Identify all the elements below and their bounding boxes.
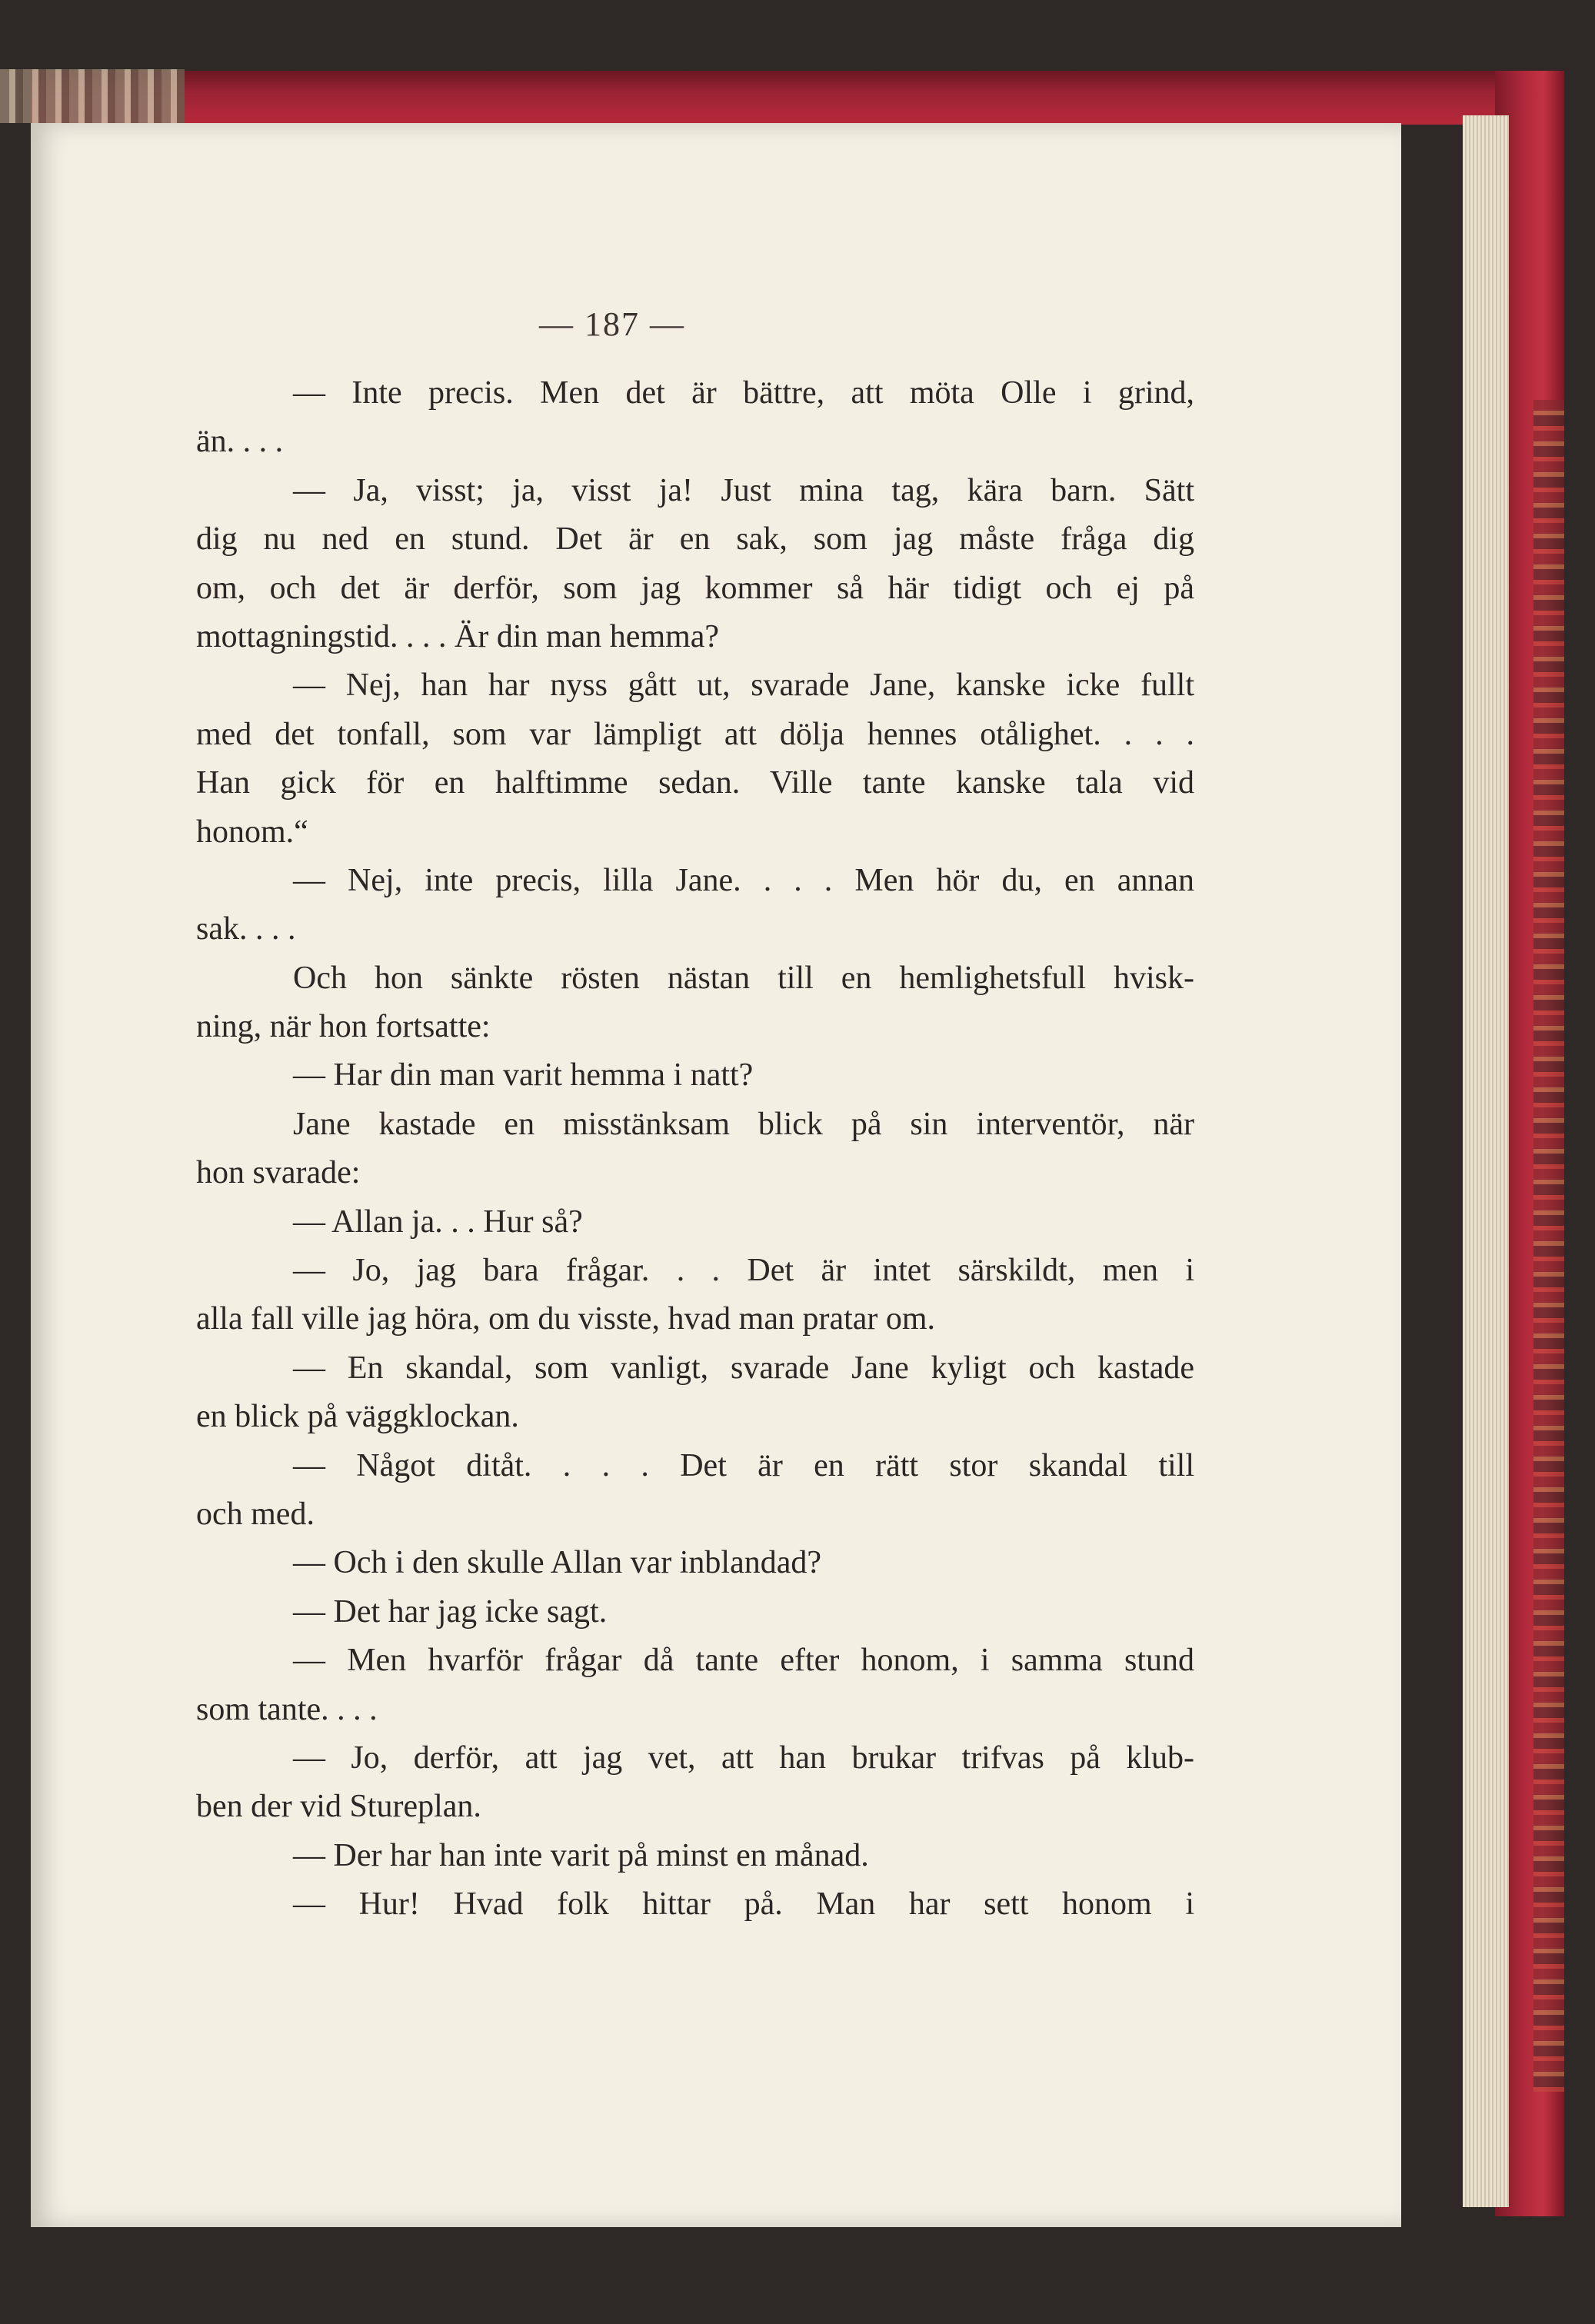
text-line: — Och i den skulle Allan var inblandad? [293, 1545, 821, 1581]
text-line: ning, när hon fortsatte: [196, 1009, 491, 1045]
text-line: honom.“ [196, 814, 308, 850]
text-line: Han gick för en halftimme sedan. Ville tante kanske tala vid [196, 765, 1194, 801]
text-line: — Hur! Hvad folk hittar på. Man har sett honom i [293, 1886, 1194, 1923]
text-line: — Der har han inte varit på minst en månad. [293, 1837, 869, 1873]
text-line: ben der vid Stureplan. [196, 1789, 481, 1825]
marbled-edge-right [1533, 400, 1564, 2092]
text-line: — Jo, derför, att jag vet, att han brukar trifvas på klub- [293, 1740, 1194, 1776]
text-line: — Något ditåt. . . . Det är en rätt stor skandal till [293, 1447, 1194, 1483]
text-line: — Men hvarför frågar då tante efter honom, i samma stund [293, 1643, 1194, 1679]
text-line: — Nej, han har nyss gått ut, svarade Jane, kanske icke fullt [293, 668, 1194, 704]
text-line: mottagningstid. . . . Är din man hemma? [196, 618, 720, 654]
book-cover-top-edge [31, 71, 1515, 125]
text-line: Jane kastade en misstänksam blick på sin interventör, när [293, 1106, 1194, 1142]
text-line: sak. . . . [196, 911, 296, 947]
text-line: hon svarade: [196, 1155, 361, 1191]
body-text [196, 369, 1194, 1929]
text-line: och med. [196, 1496, 315, 1532]
page-number: — 187 — [539, 305, 685, 343]
text-line: än. . . . [196, 424, 284, 460]
text-line: Och hon sänkte rösten nästan till en hemlighetsfull hvisk- [293, 960, 1194, 996]
text-line: — Jo, jag bara frågar. . . Det är intet särskildt, men i [293, 1253, 1194, 1289]
text-line: — Inte precis. Men det är bättre, att möta Olle i grind, [293, 375, 1194, 411]
text-line: — Nej, inte precis, lilla Jane. . . . Men hör du, en annan [293, 862, 1194, 898]
text-line: om, och det är derför, som jag kommer så här tidigt och ej på [196, 570, 1194, 606]
text-line: med det tonfall, som var lämpligt att dölja hennes otålighet. . . . [196, 716, 1194, 752]
text-line: — Ja, visst; ja, visst ja! Just mina tag, kära barn. Sätt [293, 472, 1194, 508]
text-line: alla fall ville jag höra, om du visste, hvad man pratar om. [196, 1301, 936, 1337]
text-line: som tante. . . . [196, 1691, 378, 1727]
text-line: dig nu ned en stund. Det är en sak, som jag måste fråga dig [196, 521, 1194, 558]
text-line: — Det har jag icke sagt. [293, 1593, 608, 1630]
text-line: — En skandal, som vanligt, svarade Jane kyligt och kastade [293, 1350, 1194, 1386]
text-line: — Allan ja. . . Hur så? [293, 1204, 583, 1240]
page-stack-edges [1463, 115, 1509, 2207]
text-line: en blick på väggklockan. [196, 1399, 519, 1435]
marbled-endpaper [0, 69, 185, 123]
text-line: — Har din man varit hemma i natt? [293, 1057, 754, 1094]
book-page [31, 123, 1401, 2227]
